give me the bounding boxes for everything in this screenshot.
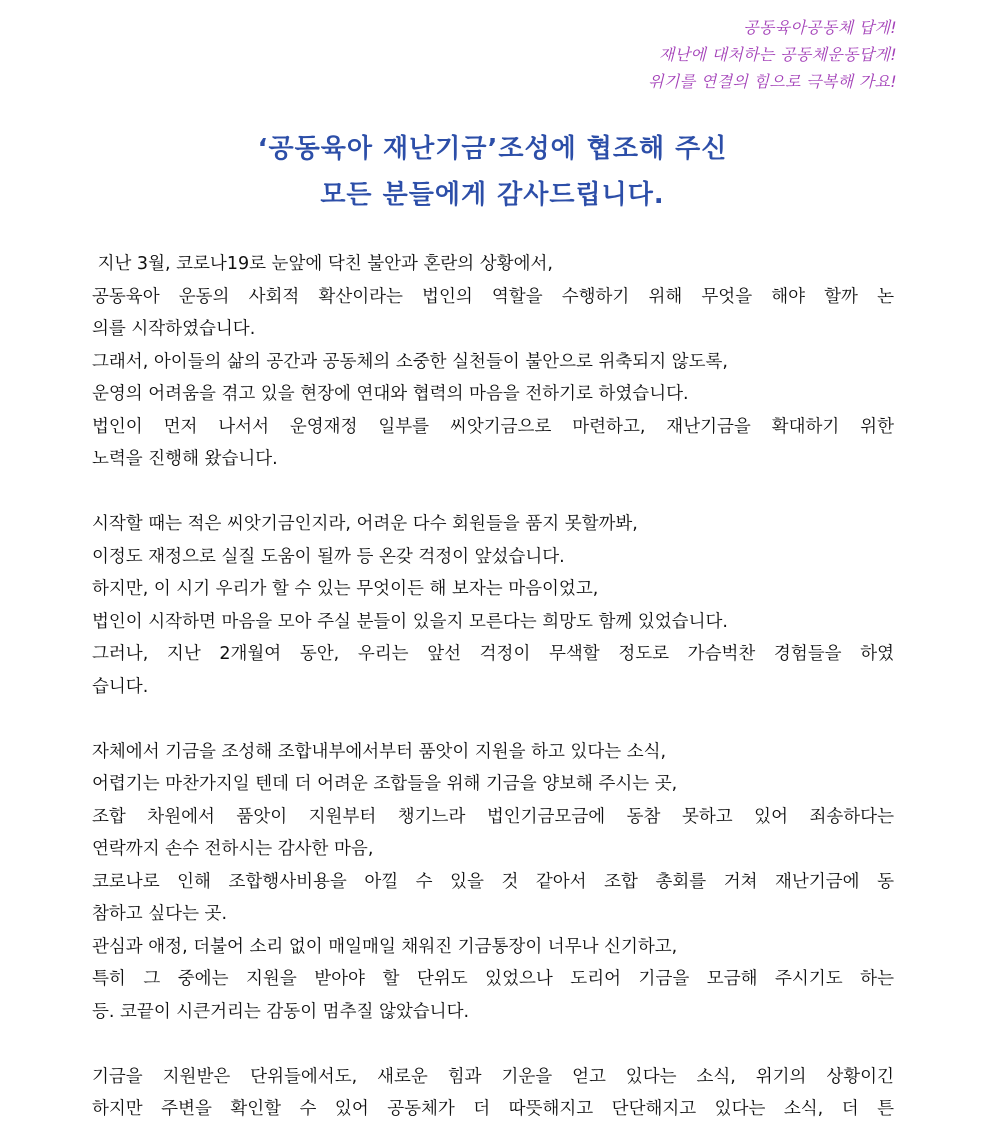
body-line: 공동육아 운동의 사회적 확산이라는 법인의 역할을 수행하기 위해 무엇을 해야 할까 논 (92, 286, 894, 307)
slogan-line-1: 공동육아공동체 답게! (743, 18, 897, 37)
document-title (0, 126, 985, 218)
body-line: 하지만 주변을 확인할 수 있어 공동체가 더 따뜻해지고 단단해지고 있다는 소식, 더 튼 (92, 1099, 894, 1119)
body-line: 하지만, 이 시기 우리가 할 수 있는 무엇이든 해 보자는 마음이었고, (92, 579, 599, 599)
body-line: 어렵기는 마찬가지일 텐데 더 어려운 조합들을 위해 기금을 양보해 주시는 곳, (92, 774, 678, 794)
body-line: 그러나, 지난 2개월여 동안, 우리는 앞선 걱정이 무색할 정도로 가슴벅찬 경험들을 하였 (92, 644, 894, 664)
paragraph-break (92, 1028, 894, 1061)
body-line: 그래서, 아이들의 삶의 공간과 공동체의 소중한 실천들이 불안으로 위축되지 않도록, (92, 351, 728, 372)
paragraph-break (92, 703, 894, 736)
body-line: 조합 차원에서 품앗이 지원부터 챙기느라 법인기금모금에 동참 못하고 있어 죄송하다는 (92, 806, 894, 827)
body-line: 특히 그 중에는 지원을 받아야 할 단위도 있었으나 도리어 기금을 모금해 주시기도 하는 (92, 969, 894, 989)
slogan-line-2: 재난에 대처하는 공동체운동답게! (658, 45, 897, 64)
body-line: 시작할 때는 적은 씨앗기금인지라, 어려운 다수 회원들을 품지 못할까봐, (92, 514, 638, 534)
body-line: 지난 3월, 코로나19로 눈앞에 닥친 불안과 혼란의 상황에서, (92, 254, 553, 274)
title-line-1: ‘공동육아 재난기금’조성에 협조해 주신 (257, 134, 728, 164)
body-line: 연락까지 손수 전하시는 감사한 마음, (92, 839, 374, 859)
slogan-line-3: 위기를 연결의 힘으로 극복해 가요! (648, 72, 897, 91)
body-line: 의를 시작하였습니다. (92, 319, 256, 339)
body-line: 기금을 지원받은 단위들에서도, 새로운 힘과 기운을 얻고 있다는 소식, 위기의 상황이긴 (92, 1066, 894, 1087)
body-line: 습니다. (92, 676, 149, 697)
body-line: 노력을 진행해 왔습니다. (92, 449, 278, 469)
body-line: 자체에서 기금을 조성해 조합내부에서부터 품앗이 지원을 하고 있다는 소식, (92, 741, 667, 762)
body-line: 이정도 재정으로 실질 도움이 될까 등 온갖 걱정이 앞섰습니다. (92, 546, 565, 567)
title-line-2: 모든 분들에게 감사드립니다. (320, 180, 665, 210)
body-line: 법인이 시작하면 마음을 모아 주실 분들이 있을지 모른다는 희망도 함께 있었습니다. (92, 611, 728, 632)
body-line: 등. 코끝이 시큰거리는 감동이 멈추질 않았습니다. (92, 1001, 470, 1022)
body-line: 운영의 어려움을 겪고 있을 현장에 연대와 협력의 마음을 전하기로 하였습니다. (92, 384, 689, 404)
slogan-block (648, 14, 897, 95)
letter-body (92, 248, 894, 1126)
paragraph-break (92, 476, 894, 509)
body-line: 관심과 애정, 더불어 소리 없이 매일매일 채워진 기금통장이 너무나 신기하고, (92, 936, 678, 957)
body-line: 참하고 싶다는 곳. (92, 904, 228, 924)
body-line: 법인이 먼저 나서서 운영재정 일부를 씨앗기금으로 마련하고, 재난기금을 확대하기 위한 (92, 416, 894, 437)
body-line: 코로나로 인해 조합행사비용을 아낄 수 있을 것 같아서 조합 총회를 거쳐 재난기금에 동 (92, 871, 894, 892)
